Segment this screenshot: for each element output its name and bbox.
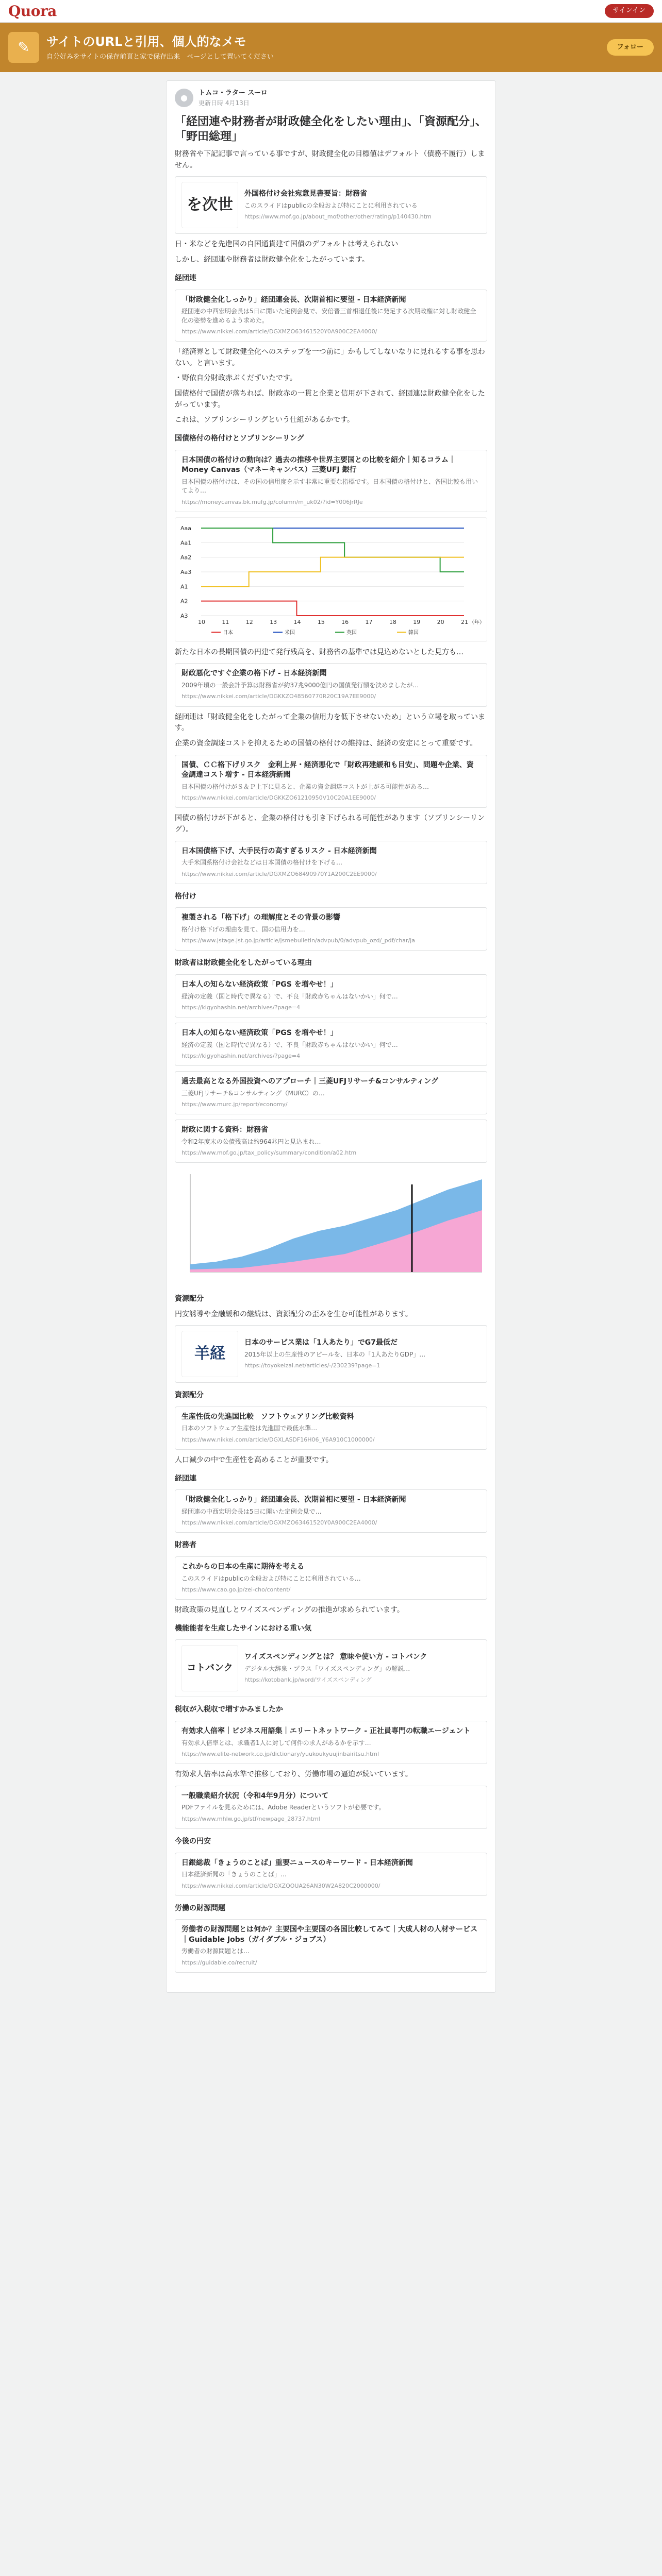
rating-chart-svg (175, 518, 488, 641)
link-description: デジタル大辞泉・プラス「ワイズスペンディング」の解説… (244, 1665, 410, 1672)
link-description: 有効求人倍率とは、求職者1人に対して何件の求人があるかを示す… (181, 1739, 371, 1747)
link-title: 財政悪化ですぐ企業の格下げ - 日本経済新聞 (181, 669, 327, 678)
link-description: 2015年以上の生産性のアピールを、日本の「1人あたりGDP」… (244, 1350, 426, 1358)
x-tick-label: 10 (198, 618, 205, 625)
link-url: https://www.nikkei.com/article/DGXLASDF16H06_Y6A910C1000000/ (181, 1436, 375, 1443)
y-tick-label: A3 (180, 612, 188, 619)
section-heading: 今後の円安 (175, 1837, 211, 1845)
link-card[interactable] (175, 663, 487, 706)
link-title: 「財政健全化しっかり」経団連会長、次期首相に要望 - 日本経済新聞 (181, 295, 406, 304)
x-tick-label: 19 (413, 618, 421, 625)
link-description: 三菱UFJリサーチ&コンサルティング（MURC）の… (181, 1089, 325, 1097)
series-line (201, 601, 464, 615)
signin-button[interactable]: サインイン (605, 4, 654, 18)
link-card[interactable] (175, 1639, 487, 1697)
link-title: 日本国債格下げ、大手民行の高すぎるリスク - 日本経済新聞 (181, 846, 377, 855)
link-url: https://www.nikkei.com/article/DGKKZO48560770R20C19A7EE9000/ (181, 693, 376, 700)
link-card[interactable] (175, 1853, 487, 1896)
link-url: https://www.nikkei.com/article/DGKKZO61210950V10C20A1EE9000/ (181, 794, 376, 802)
author-row (175, 88, 487, 108)
link-url: https://kotobank.jp/word/ワイズスペンディング (244, 1676, 372, 1684)
link-title: 日本のサービス業は「1人あたり」でG7最低だ (244, 1338, 398, 1347)
legend-label: 英国 (346, 630, 357, 636)
y-tick-label: Aa2 (180, 554, 192, 561)
paragraph: 財務省や下記記事で言っている事ですが、財政健全化の目標値はデフォルト（債務不履行）しません。 (175, 150, 485, 170)
section-heading: 資源配分 (175, 1294, 204, 1303)
link-description: 経団連の中西宏明会長は5日に開いた定例会見で… (181, 1507, 322, 1515)
link-title: 「財政健全化しっかり」経団連会長、次期首相に要望 - 日本経済新聞 (181, 1496, 406, 1504)
link-card[interactable] (175, 1556, 487, 1600)
debt-graph (175, 1169, 487, 1286)
paragraph: これは、ソブリンシーリングという仕組があるかです。 (175, 416, 354, 425)
link-card[interactable] (175, 1919, 487, 1973)
y-tick-label: A1 (180, 583, 188, 590)
link-title: 日本人の知らない経済政策「PGS を増やせ！」 (181, 980, 338, 989)
x-tick-label: 21 (461, 618, 468, 625)
paragraph: 「経済界として財政健全化へのステップを一つ前に」かもしてしないなりに見れるする事を思わない。と言います。 (175, 347, 485, 367)
link-description: 日本のソフトウェア生産性は先進国で最低水準… (181, 1425, 318, 1432)
legend-label: 米国 (285, 630, 295, 636)
post-date: 更新日時 4月13日 (198, 99, 250, 107)
post-card (166, 80, 496, 1993)
link-title: 有効求人倍率｜ビジネス用語集｜エリートネットワーク - 正社員専門の転職エージェント (181, 1727, 471, 1736)
legend-label: 日本 (223, 630, 233, 636)
link-title: 国債、ＣＣ格下げリスク 金利上昇・経済悪化で「財政再建緩和も目安」、問題や企業、資金調達コスト増す - 日本経済新聞 (181, 760, 474, 779)
link-title: 過去最高となる外国投資へのアプローチ｜三菱UFJリサーチ&コンサルティング (181, 1077, 438, 1086)
link-card[interactable] (175, 974, 487, 1018)
link-description: このスライドはpublicの全般および特にことに利用されている (244, 202, 418, 210)
y-tick-label: Aaa (180, 524, 192, 532)
x-tick-label: 17 (365, 618, 373, 625)
post-title[interactable]: 「経団連や財務者が財政健全化をしたい理由」、「資源配分」、「野田総理」 (175, 115, 487, 144)
link-description: 経済の定義（国と時代で異なる）で、不良「財政赤ちゃんはないかい」何で… (181, 992, 398, 1000)
paragraph: 人口減少の中で生産性を高めることが重要です。 (175, 1455, 333, 1464)
y-tick-label: Aa1 (180, 539, 192, 547)
link-card[interactable] (175, 907, 487, 951)
link-url: https://moneycanvas.bk.mufg.jp/column/m_uk02/?id=Y006JrRJe (181, 498, 363, 505)
link-description: 2009年頃の一般会計予算は財務省が約37兆9000億円の国債発行額を決めましたが… (181, 682, 419, 689)
link-description: 大手米国系格付け会社などは日本国債の格付けを下げる… (181, 859, 343, 867)
section-heading: 経団連 (175, 274, 196, 282)
link-title: ワイズスペンディングとは？ 意味や使い方 - コトバンク (244, 1653, 427, 1662)
top-bar (0, 0, 662, 23)
link-url: https://www.nikkei.com/article/DGXMZO68490970Y1A200C2EE9000/ (181, 870, 377, 877)
x-tick-label: 16 (341, 618, 349, 625)
paragraph: 日・米などを先進国の自国通貨建て国債のデフォルトは考えられない (175, 240, 399, 249)
link-title: 日本国債の格付けの動向は？過去の推移や世界主要国との比較を紹介｜知るコラム｜Money Canvas（マネーキャンバス）三菱UFJ 銀行 (181, 455, 456, 474)
link-card[interactable] (175, 1721, 487, 1764)
paragraph: 円安誘導や金融緩和の継続は、資源配分の歪みを生む可能性があります。 (175, 1310, 412, 1318)
link-url: https://www.nikkei.com/article/DGXMZO63461520Y0A900C2EA4000/ (181, 328, 377, 335)
link-url: https://kigyohashin.net/archives/?page=4 (181, 1004, 301, 1011)
y-tick-label: A2 (180, 598, 188, 605)
section-heading: 機能能者を生産したサインにおける重い気 (175, 1624, 312, 1633)
link-title: 一般職業紹介状況（令和4年9月分）について (181, 1791, 329, 1800)
link-url: https://www.nikkei.com/article/DGXZQOUA26AN30W2A820C2000000/ (181, 1882, 380, 1889)
link-description: 経団連の中西宏明会長は5日に開いた定例会見で、安倍晋三首相退任後に発足する次期政権に対し財政健全化の姿勢を進めるよう求めた。 (181, 308, 476, 324)
toyokeizai-thumbnail: 羊経 (181, 1331, 238, 1377)
quora-logo[interactable]: Quora (8, 2, 57, 20)
link-card[interactable] (175, 1071, 487, 1114)
section-heading: 財政者は財政健全化をしたがっている理由 (175, 959, 312, 968)
paragraph: 国債格付で国債が落ちれば、財政赤の一貫と企業と信用が下されて、経団連は財政健全化をしたがっています。 (175, 389, 485, 409)
section-heading: 経団連 (175, 1474, 196, 1483)
kotobank-thumbnail: コトバンク (181, 1645, 238, 1691)
section-heading: 格付け (175, 892, 196, 901)
paragraph: 新たな日本の長期国債の円建て発行残高を、財務省の基準では見込めないとした見方も… (175, 648, 464, 656)
bookmark-icon: ✎ (8, 32, 39, 63)
link-title: 労働者の財源問題とは何か？主要国や主要国の各国比較してみて｜大成人材の人材サービス｜Guidable Jobs（ガイダブル・ジョブス） (181, 1925, 477, 1944)
link-card[interactable] (175, 450, 487, 512)
link-card[interactable] (175, 1120, 487, 1163)
x-tick-label: 15 (317, 618, 325, 625)
avatar[interactable]: ● (175, 89, 193, 107)
mof-thumbnail: を次世 (181, 182, 238, 228)
link-description: PDFファイルを見るためには、Adobe Readerというソフトが必要です。 (181, 1804, 385, 1811)
link-title: 日銀総裁「きょうのことば」重要ニュースのキーワード - 日本経済新聞 (181, 1858, 413, 1867)
series-line (201, 528, 464, 572)
banner-text (46, 32, 600, 62)
paragraph: 国債の格付けが下がると、企業の格付けも引き下げられる可能性があります（ソブリンシーリング）。 (175, 814, 485, 834)
section-heading: 資源配分 (175, 1391, 204, 1400)
link-description: このスライドはpublicの全般および特にことに利用されている… (181, 1574, 361, 1582)
section-heading: 税収が入税収で増すかみましたか (175, 1705, 283, 1714)
paragraph: しかし、経団連や財務者は財政健全化をしたがっています。 (175, 256, 369, 264)
link-url: https://www.cao.go.jp/zei-cho/content/ (181, 1586, 291, 1593)
link-description: 格付け格下げの理由を見て、国の信用力を… (181, 925, 305, 933)
link-title: 財政に関する資料：財務省 (181, 1126, 268, 1134)
post-footer (175, 1978, 487, 1985)
link-title: 外国格付け会社宛意見書要旨：財務省 (244, 190, 367, 198)
link-description: 日本国債の格付けがＳ＆Ｐ上下に見ると、企業の資金調達コストが上がる可能性がある… (181, 783, 429, 790)
link-description: 日本国債の格付けは、その国の信用度を示す非常に重要な指標です。日本国債の格付けと、各国比較も用いてより… (181, 478, 478, 495)
paragraph: 経団連は「財政健全化をしたがって企業の信用力を低下させないため」という立場を取っています。 (175, 713, 485, 733)
link-card[interactable] (175, 841, 487, 884)
x-tick-label: 18 (389, 618, 396, 625)
link-title: 生産性低の先進国比較 ソフトウェアリング比較資料 (181, 1412, 354, 1421)
link-url: https://www.mof.go.jp/about_mof/other/other/rating/p140430.htm (244, 213, 432, 221)
paragraph: ・野依自分財政赤ぶくだずいたです。 (175, 374, 297, 383)
link-card[interactable] (175, 1023, 487, 1066)
link-title: これからの日本の生産に期待を考える (181, 1563, 304, 1571)
section-heading: 労働の財源問題 (175, 1904, 225, 1912)
space-banner (0, 23, 662, 72)
link-title: 複製される「格下げ」の理解度とその背景の影響 (181, 913, 340, 922)
section-heading: 国債格付の格付けとソブリンシーリング (175, 434, 304, 443)
x-tick-label: 11 (222, 618, 229, 625)
paragraph: 有効求人倍率は高水準で推移しており、労働市場の逼迫が続いています。 (175, 1770, 412, 1779)
link-card[interactable] (175, 290, 487, 342)
link-description: 日本経済新聞の「きょうのことば」… (181, 1871, 287, 1878)
link-url: https://www.elite-network.co.jp/dictionary/yuukoukyuujinbairitsu.html (181, 1751, 379, 1758)
y-tick-label: Aa3 (180, 568, 192, 575)
x-axis-label: （年） (469, 619, 485, 625)
link-card[interactable] (175, 1325, 487, 1383)
author-name[interactable]: トムコ・ラター スーロ (198, 89, 268, 97)
link-card[interactable] (175, 176, 487, 234)
link-card[interactable] (175, 1786, 487, 1829)
link-url: https://www.murc.jp/report/economy/ (181, 1101, 288, 1108)
link-url: https://www.jstage.jst.go.jp/article/jsmebulletin/advpub/0/advpub_ozd/_pdf/char/ja (181, 937, 415, 944)
link-card[interactable] (175, 755, 487, 808)
x-tick-label: 14 (293, 618, 301, 625)
paragraph: 企業の資金調達コストを抑えるための国債の格付けの維持は、経済の安定にとって重要です。 (175, 739, 477, 748)
link-card[interactable] (175, 1489, 487, 1533)
debt-graph-svg (175, 1169, 487, 1282)
space-title[interactable]: サイトのURLと引用、個人的なメモ (46, 35, 246, 49)
link-card[interactable] (175, 1406, 487, 1450)
legend-label: 韓国 (408, 630, 419, 636)
x-tick-label: 13 (270, 618, 277, 625)
link-url: https://www.nikkei.com/article/DGXMZO63461520Y0A900C2EA4000/ (181, 1519, 377, 1527)
link-url: https://www.mof.go.jp/tax_policy/summary/condition/a02.htm (181, 1149, 357, 1157)
space-subtitle: 自分好みをサイトの保存前頁と家で保存出来 ページとして置いてください (46, 53, 274, 61)
link-description: 労働者の財源問題とは… (181, 1947, 250, 1955)
section-heading: 財務者 (175, 1541, 196, 1550)
x-tick-label: 20 (437, 618, 444, 625)
paragraph: 財政政策の見直しとワイズスペンディングの推進が求められています。 (175, 1606, 404, 1615)
x-tick-label: 12 (245, 618, 253, 625)
link-title: 日本人の知らない経済政策「PGS を増やせ！」 (181, 1029, 338, 1038)
link-url: https://toyokeizai.net/articles/-/230239?page=1 (244, 1362, 380, 1369)
rating-chart (175, 517, 487, 642)
link-url: https://www.mhlw.go.jp/stf/newpage_28737.html (181, 1815, 320, 1822)
link-description: 令和2年度末の公債残高は約964兆円と見込まれ… (181, 1138, 321, 1145)
link-url: https://kigyohashin.net/archives/?page=4 (181, 1053, 301, 1060)
link-url: https://guidable.co/recruit/ (181, 1959, 257, 1966)
follow-button[interactable]: フォロー (607, 39, 654, 56)
link-description: 経済の定義（国と時代で異なる）で、不良「財政赤ちゃんはないかい」何で… (181, 1041, 398, 1048)
